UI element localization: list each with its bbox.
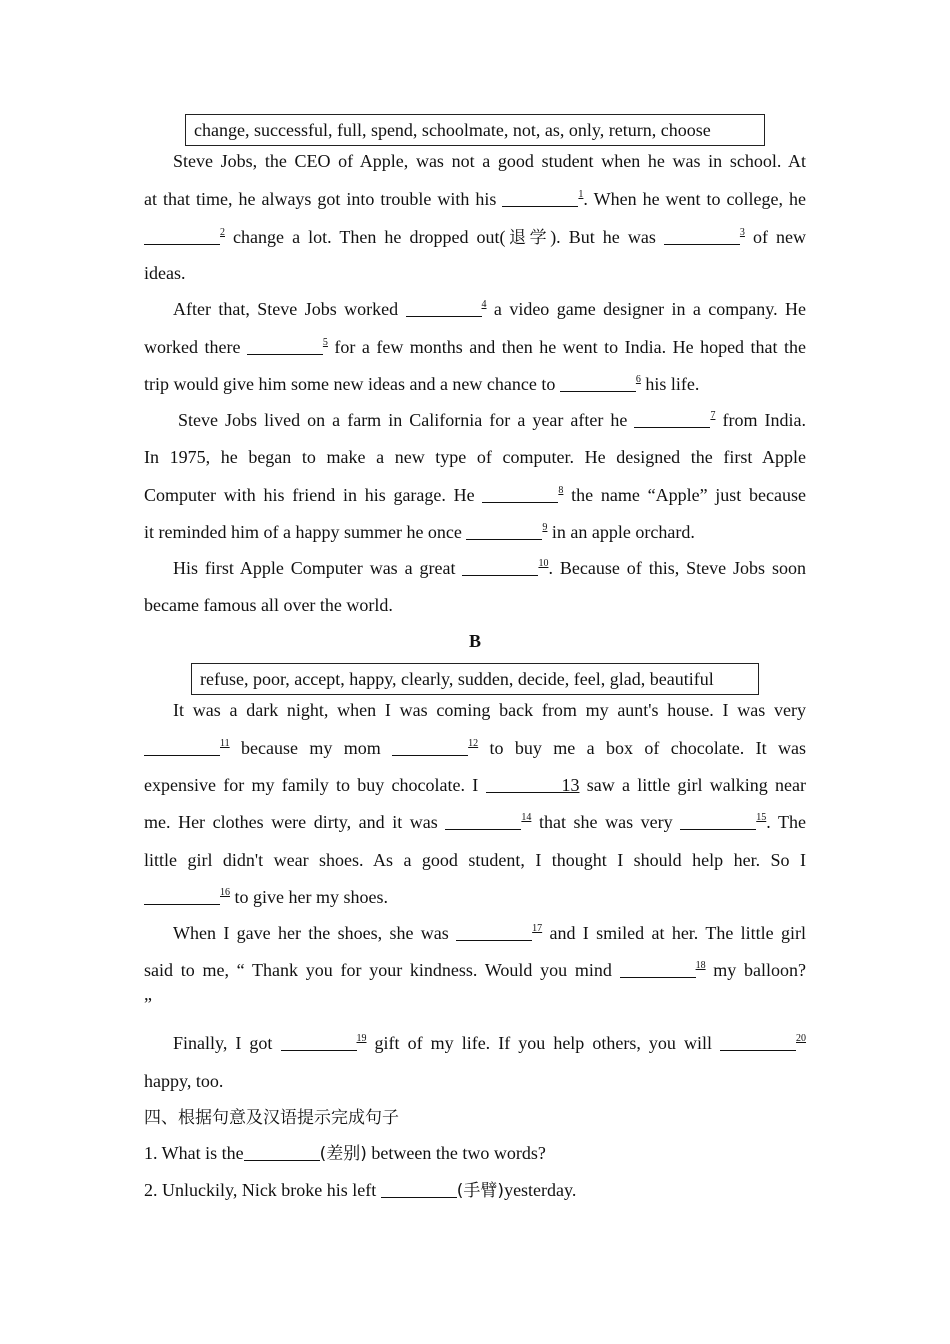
text: to give her my shoes. (230, 887, 388, 907)
passage-a-line-2 (144, 186, 806, 212)
text: for a few months and then he went to India. He hoped that the (327, 337, 806, 357)
text: When I gave her the shoes, she was (173, 923, 449, 943)
passage-b-line-1 (173, 697, 806, 723)
passage-b-line-9 (144, 991, 806, 1017)
passage-a-line-8 (178, 407, 806, 433)
blank-number: 10 (538, 558, 549, 569)
text: ideas. (144, 263, 186, 283)
text: 2. Unluckily, Nick broke his left (144, 1180, 381, 1200)
text: said to me, “ Thank you for your kindness. Would you mind (144, 960, 612, 980)
blank-10[interactable] (462, 559, 538, 576)
blank-7[interactable] (634, 411, 710, 428)
text: In 1975, he began to make a new type of computer. He designed the first Apple (144, 447, 806, 467)
text: to buy me a box of chocolate. It was (478, 738, 807, 758)
passage-b-line-10 (173, 1030, 806, 1056)
text: that she was very (531, 812, 673, 832)
blank-4[interactable] (406, 300, 482, 317)
text: saw a little girl walking near (579, 775, 807, 795)
section-four-heading (144, 1104, 806, 1131)
blank-20[interactable] (720, 1034, 796, 1051)
text: his life. (640, 374, 700, 394)
passage-a-line-6 (144, 334, 806, 360)
blank-17[interactable] (456, 924, 532, 941)
text: at that time, he always got into trouble with his (144, 189, 503, 209)
text: became famous all over the world. (144, 595, 393, 615)
passage-a-line-1 (173, 148, 806, 174)
text: between the two words? (366, 1143, 546, 1163)
word-box-a-text: change, successful, full, spend, schoolmate, not, as, only, return, choose (194, 120, 711, 140)
text: ). But he was (550, 227, 656, 247)
passage-a-line-7 (144, 371, 806, 397)
heading-text: 四、根据句意及汉语提示完成句子 (144, 1108, 399, 1128)
text: me. Her clothes were dirty, and it was (144, 812, 438, 832)
passage-a-line-4 (144, 260, 806, 286)
blank-number: 4 (481, 299, 487, 310)
answer-blank-1[interactable] (244, 1144, 320, 1161)
blank-12[interactable] (392, 739, 468, 756)
question-1 (144, 1140, 806, 1167)
text: it reminded him of a happy summer he once (144, 522, 462, 542)
text: in an apple orchard. (547, 522, 695, 542)
text: Computer with his friend in his garage. He (144, 485, 475, 505)
blank-number: 20 (796, 1033, 807, 1044)
word-box-a (185, 114, 765, 146)
blank-number: 1 (578, 189, 584, 200)
text: happy, too. (144, 1071, 224, 1091)
text: Steve Jobs lived on a farm in California for a year after he (178, 410, 628, 430)
passage-b-line-5 (144, 847, 806, 873)
text: ” (144, 994, 152, 1014)
hint-text: (差别) (319, 1144, 367, 1164)
text: worked there (144, 337, 241, 357)
text: and I smiled at her. The little girl (542, 923, 806, 943)
blank-18[interactable] (620, 961, 696, 978)
blank-number: 13 (561, 775, 580, 795)
blank-number: 18 (695, 960, 706, 971)
cjk-text: 退学 (505, 228, 551, 248)
section-b-heading: B (468, 631, 481, 651)
blank-16[interactable] (144, 888, 220, 905)
text: yesterday. (504, 1180, 577, 1200)
blank-9[interactable] (466, 523, 542, 540)
blank-number: 19 (356, 1033, 367, 1044)
text: gift of my life. If you help others, you will (366, 1033, 712, 1053)
passage-a-line-5 (173, 296, 806, 322)
passage-a-line-12 (173, 555, 806, 581)
question-2 (144, 1177, 806, 1204)
text: . The (766, 812, 807, 832)
text: of new (744, 227, 807, 247)
passage-a-line-13 (144, 592, 806, 618)
blank-number: 9 (542, 522, 548, 533)
text: . Because of this, Steve Jobs soon (548, 558, 806, 578)
text: expensive for my family to buy chocolate. I (144, 775, 479, 795)
text: . When he went to college, he (583, 189, 806, 209)
text: After that, Steve Jobs worked (173, 299, 399, 319)
blank-number: 5 (322, 337, 328, 348)
blank-number: 3 (739, 227, 745, 238)
blank-6[interactable] (560, 375, 636, 392)
blank-8[interactable] (482, 486, 558, 503)
blank-number: 14 (521, 812, 532, 823)
text: 1. What is the (144, 1143, 244, 1163)
text: change a lot. Then he dropped out( (225, 227, 506, 247)
passage-b-line-3 (144, 772, 806, 798)
blank-number: 17 (532, 923, 543, 934)
blank-19[interactable] (281, 1034, 357, 1051)
blank-1[interactable] (502, 190, 578, 207)
passage-a-line-9 (144, 444, 806, 470)
blank-number: 6 (635, 374, 641, 385)
answer-blank-2[interactable] (381, 1181, 457, 1198)
passage-a-line-10 (144, 482, 806, 508)
blank-number: 8 (558, 485, 564, 496)
hint-text: (手臂) (456, 1181, 505, 1201)
blank-number: 16 (220, 887, 230, 898)
blank-14[interactable] (445, 813, 521, 830)
blank-number: 2 (220, 227, 225, 238)
blank-3[interactable] (664, 228, 740, 245)
blank-number: 11 (220, 738, 230, 749)
blank-13[interactable] (486, 776, 562, 793)
blank-2[interactable] (144, 228, 220, 245)
blank-15[interactable] (680, 813, 756, 830)
text: my balloon? (705, 960, 807, 980)
word-box-b-text: refuse, poor, accept, happy, clearly, sudden, decide, feel, glad, beautiful (200, 669, 714, 689)
passage-b-line-2 (144, 735, 806, 761)
text: from India. (715, 410, 807, 430)
blank-number: 7 (710, 410, 716, 421)
text: a video game designer in a company. He (486, 299, 807, 319)
text: His first Apple Computer was a great (173, 558, 456, 578)
passage-b-line-11 (144, 1068, 806, 1094)
text: trip would give him some new ideas and a new chance to (144, 374, 556, 394)
text: Steve Jobs, the CEO of Apple, was not a good student when he was in school. At (173, 151, 806, 171)
blank-5[interactable] (247, 338, 323, 355)
passage-a-line-3 (144, 224, 806, 251)
passage-b-line-8 (144, 957, 806, 983)
passage-b-line-6 (144, 884, 806, 910)
text: because my mom (229, 738, 381, 758)
text: little girl didn't wear shoes. As a good student, I thought I should help her. So I (144, 850, 806, 870)
text: Finally, I got (173, 1033, 273, 1053)
blank-number: 12 (468, 738, 479, 749)
passage-b-line-4 (144, 809, 806, 835)
blank-11[interactable] (144, 739, 220, 756)
passage-a-line-11 (144, 519, 806, 545)
blank-number: 15 (756, 812, 767, 823)
passage-b-line-7 (173, 920, 806, 946)
text: the name “Apple” just because (563, 485, 807, 505)
text: It was a dark night, when I was coming back from my aunt's house. I was very (173, 700, 806, 720)
word-box-b (191, 663, 759, 695)
